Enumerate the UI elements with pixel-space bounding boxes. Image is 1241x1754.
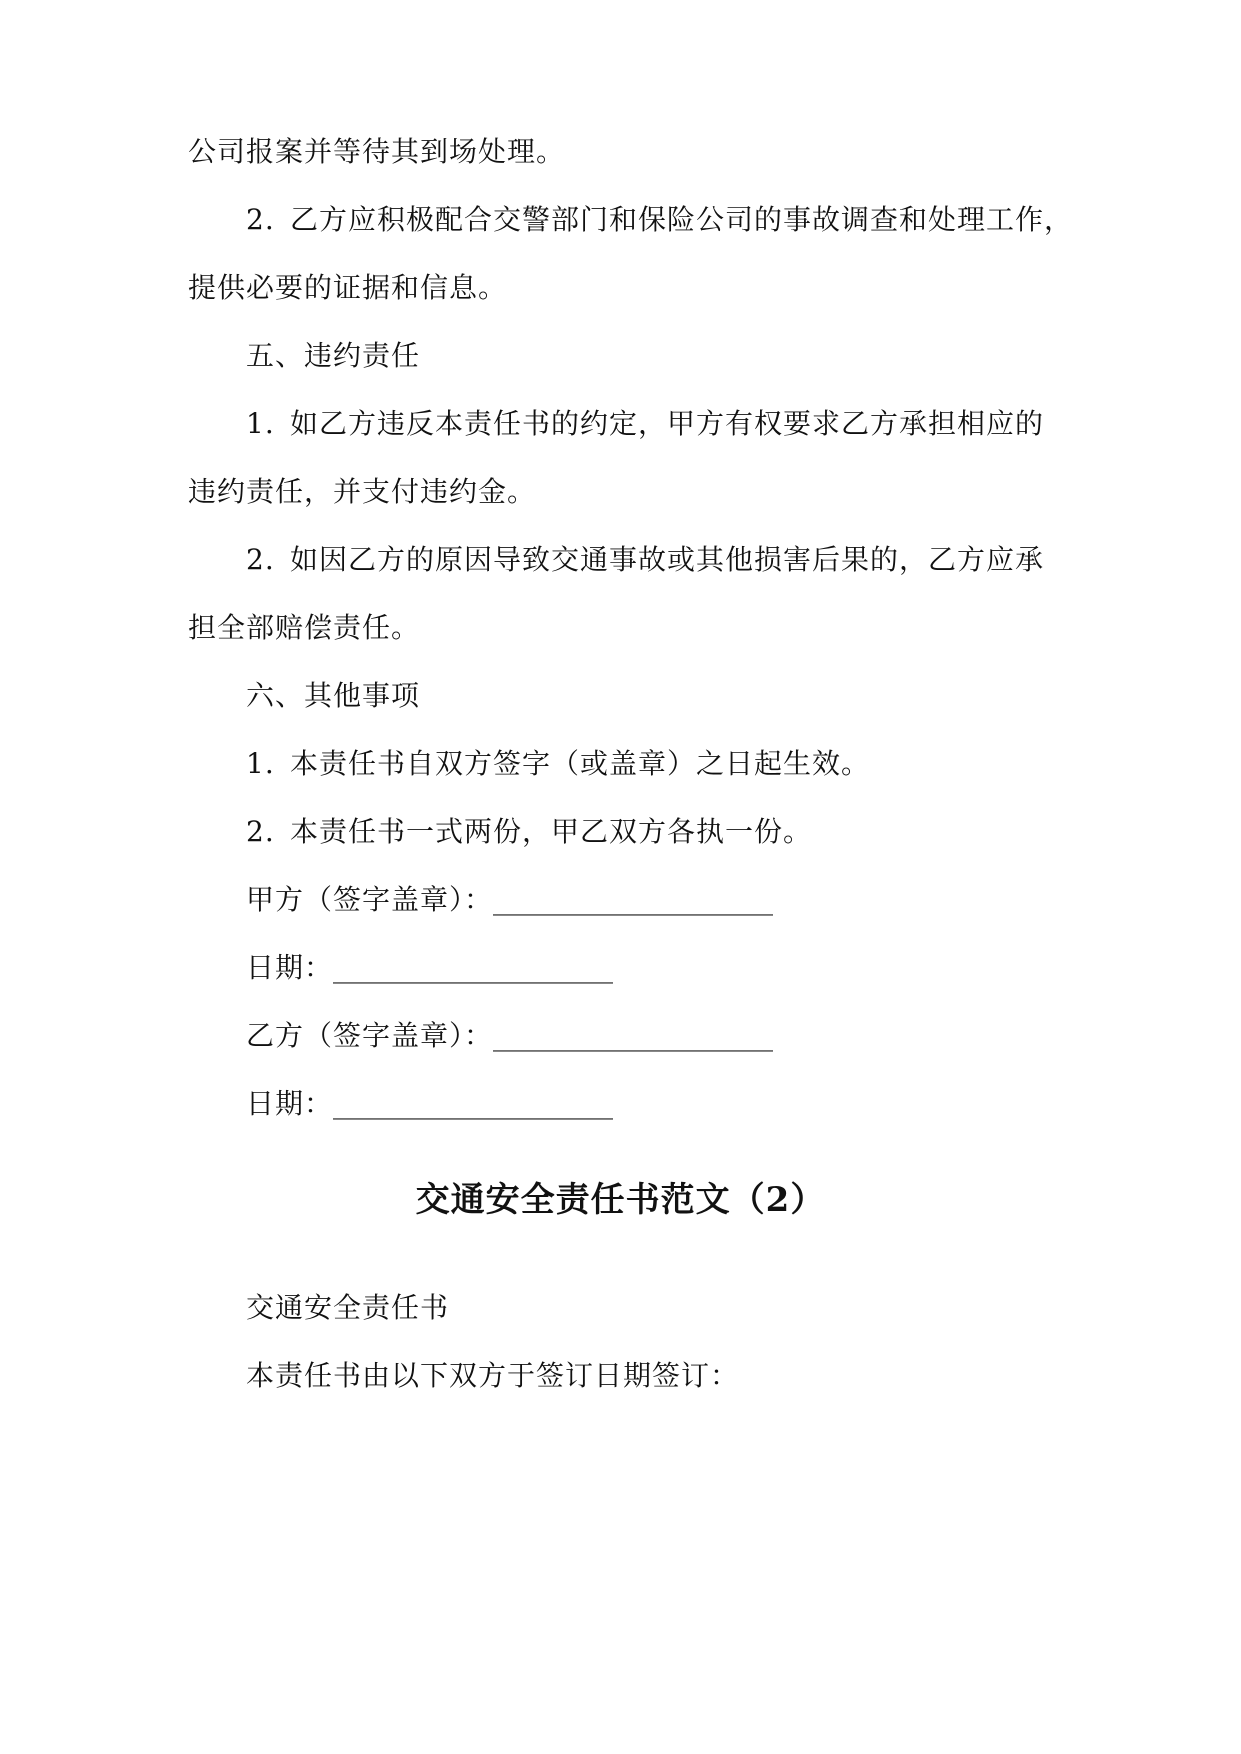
line-text: 如乙方违反本责任书的约定，甲方有权要求乙方承担相应的	[290, 407, 1045, 440]
signature-blank: ____________________	[493, 883, 774, 916]
list-item	[0, 200, 1241, 240]
paragraph-line	[0, 608, 1241, 648]
item-number: 1.	[246, 747, 275, 780]
signature-label: 乙方（签字盖章）：	[246, 1019, 494, 1052]
line-text: 本责任书由以下双方于签订日期签订：	[246, 1359, 740, 1392]
line-text: 五、违约责任	[246, 339, 421, 372]
signature-line-date-a	[0, 948, 1241, 988]
list-item	[0, 744, 1241, 784]
line-text: 担全部赔偿责任。	[188, 611, 421, 644]
signature-blank: ____________________	[333, 951, 614, 984]
signature-line-party-b	[0, 1016, 1241, 1056]
signature-line-date-b	[0, 1084, 1241, 1124]
signature-line-party-a	[0, 880, 1241, 920]
item-number: 1.	[246, 407, 275, 440]
list-item	[0, 540, 1241, 580]
paragraph-line	[0, 1356, 1241, 1396]
signature-label: 甲方（签字盖章）：	[246, 883, 494, 916]
line-text: 如因乙方的原因导致交通事故或其他损害后果的，乙方应承	[290, 543, 1045, 576]
line-text: 公司报案并等待其到场处理。	[188, 135, 566, 168]
signature-label: 日期：	[246, 1087, 334, 1120]
paragraph-line	[0, 472, 1241, 512]
line-text: 本责任书自双方签字（或盖章）之日起生效。	[290, 747, 871, 780]
line-text: 违约责任，并支付违约金。	[188, 475, 537, 508]
line-text: 乙方应积极配合交警部门和保险公司的事故调查和处理工作，	[290, 203, 1074, 236]
line-text: 提供必要的证据和信息。	[188, 271, 508, 304]
paragraph-line	[0, 1288, 1241, 1328]
signature-blank: ____________________	[493, 1019, 774, 1052]
item-number: 2.	[246, 815, 275, 848]
section-heading	[0, 676, 1241, 716]
line-text: 六、其他事项	[246, 679, 421, 712]
paragraph-line	[0, 132, 1241, 172]
list-item	[0, 812, 1241, 852]
item-number: 2.	[246, 203, 275, 236]
line-text: 本责任书一式两份，甲乙双方各执一份。	[290, 815, 813, 848]
paragraph-line	[0, 268, 1241, 308]
signature-label: 日期：	[246, 951, 334, 984]
signature-blank: ____________________	[333, 1087, 614, 1120]
item-number: 2.	[246, 543, 275, 576]
section-heading	[0, 336, 1241, 376]
list-item	[0, 404, 1241, 444]
section-title: 交通安全责任书范文（2）	[415, 1180, 826, 1220]
line-text: 交通安全责任书	[246, 1291, 450, 1324]
